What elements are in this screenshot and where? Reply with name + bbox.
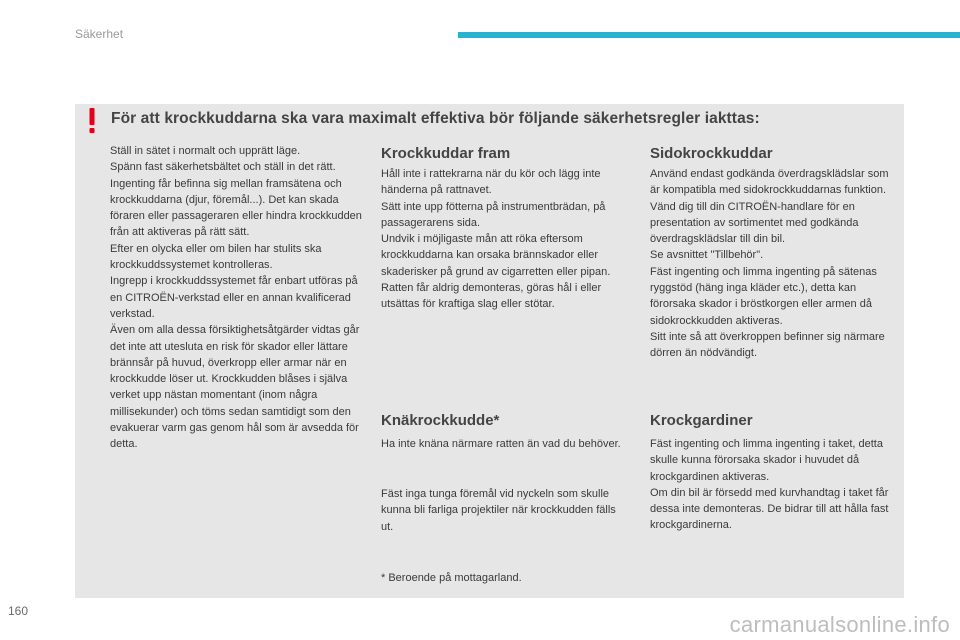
front-airbags-title: Krockkuddar fram [381,145,511,162]
knee-airbag-footnote: * Beroende på mottagarland. [381,572,522,584]
curtain-airbags-text: Fäst ingenting och limma ingenting i taket, detta skulle kunna förorsaka skador i huvudet då krockgardinen aktiveras. Om din bil är försedd med kurvhandtag i taket får dessa inte demonteras. De bidrar till att hålla fast krockgardinerna. [650,438,889,532]
exclamation-icon [86,108,98,134]
knee-airbag-text-1: Ha inte knäna närmare ratten än vad du behöver. [381,438,621,450]
general-safety-text: Ställ in sätet i normalt och upprätt läge. Spänn fast säkerhetsbältet och ställ in det rätt. Ingenting får befinna sig mellan framsätena och krockkuddarna (djur, föremål...). Det kan skada föraren eller passageraren eller hindra krockkudden från att aktiveras på rätt sätt. Efter en olycka eller om bilen har stulits ska krockkuddssystemet kontrolleras. Ingrepp i krockkuddssystemet får enbart utföras på en CITROËN-verkstad eller en annan kvalificerad verkstad. Även om alla dessa försiktighetsåtgärder vidtas går det inte att utesluta en risk för skador eller lättare brännsår på huvud, överkropp eller armar när en krockkudde löser ut. Krockkudden blåses i själva verket upp nästan momentant (inom några millisekunder) och töms sedan samtidigt som den evakuerar varm gas genom hål som är avsedda för detta. [110,145,362,451]
header-accent-bar [458,32,960,38]
knee-airbag-text-2: Fäst inga tunga föremål vid nyckeln som skulle kunna bli farliga projektiler när krockkudden fälls ut. [381,488,616,533]
curtain-airbags-title: Krockgardiner [650,412,753,429]
watermark: carmanualsonline.info [729,612,950,637]
page-number: 160 [8,604,29,618]
knee-airbag-title: Knäkrockkudde* [381,412,500,429]
warning-heading: För att krockkuddarna ska vara maximalt effektiva bör följande säkerhetsregler iakttas: [111,110,760,127]
side-airbags-title: Sidokrockkuddar [650,145,773,162]
section-title: Säkerhet [75,27,124,41]
front-airbags-text: Håll inte i rattekrarna när du kör och lägg inte händerna på rattnavet. Sätt inte upp fötterna på instrumentbrädan, på passagerarens sida. Undvik i möjligaste mån att röka eftersom krockkuddarna kan orsaka brännskador eller skaderisker på grund av cigarretten eller pipan. Ratten får aldrig demonteras, göras hål i eller utsättas för kraftiga slag eller stötar. [381,168,611,311]
side-airbags-text: Använd endast godkända överdragsklädslar som är kompatibla med sidokrockkuddarnas funktion. Vänd dig till din CITROËN-handlare för en presentation av sortimentet med godkända överdragsklädslar till din bil. Se avsnittet "Tillbehör". Fäst ingenting och limma ingenting på sätenas ryggstöd (häng inga kläder etc.), detta kan förorsaka skador i bröstkorgen eller armen då sidokrockkudden aktiveras. Sitt inte så att överkroppen befinner sig närmare dörren än nödvändigt. [650,168,889,360]
